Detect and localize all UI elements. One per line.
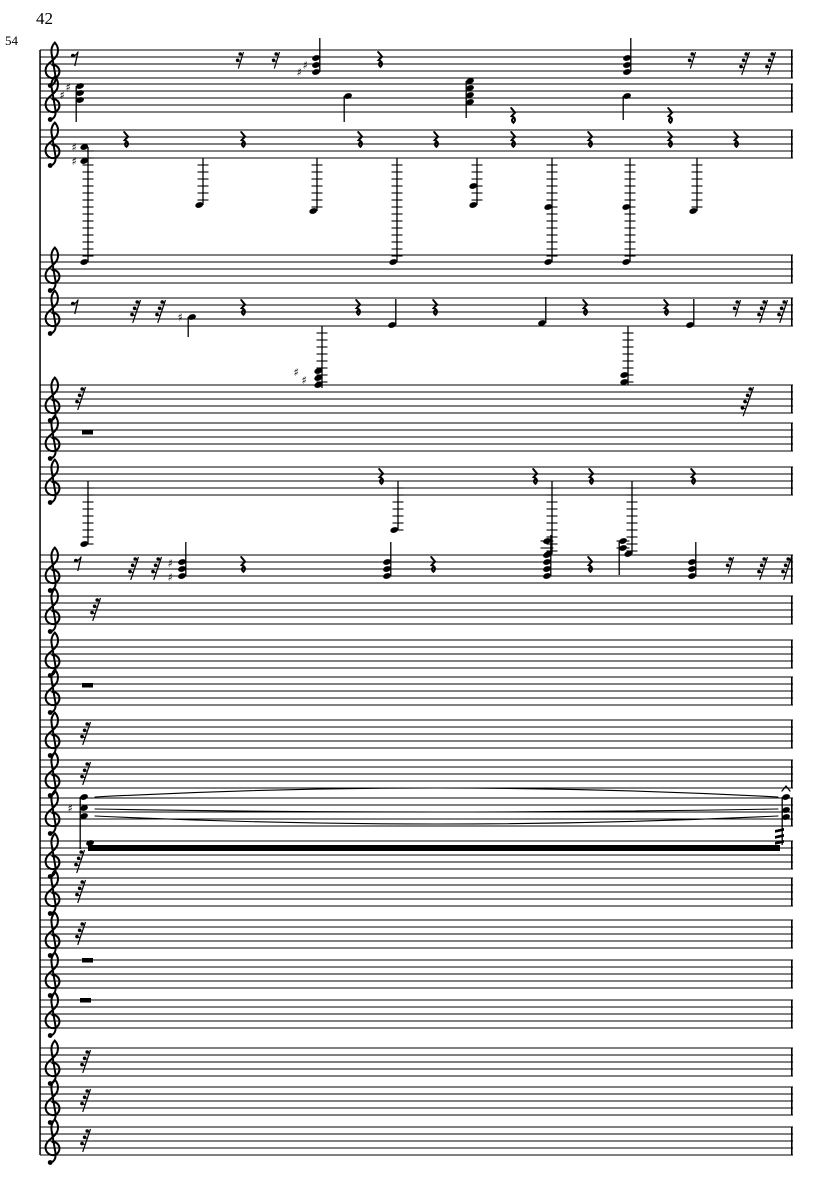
svg-text:♯: ♯: [65, 80, 71, 94]
svg-text:♯: ♯: [302, 58, 308, 72]
svg-text:♯: ♯: [177, 310, 183, 324]
svg-text:♯: ♯: [67, 801, 73, 815]
svg-text:♯: ♯: [293, 365, 299, 379]
svg-text:♯: ♯: [167, 570, 173, 584]
svg-text:♯: ♯: [71, 140, 77, 154]
measure-number: 54: [5, 33, 18, 48]
svg-text:♯: ♯: [167, 556, 173, 570]
svg-text:♯: ♯: [301, 373, 307, 387]
svg-text:♯: ♯: [71, 154, 77, 168]
svg-text:♯: ♯: [59, 88, 65, 102]
page-number: 42: [36, 9, 53, 28]
svg-text:♯: ♯: [296, 65, 302, 79]
